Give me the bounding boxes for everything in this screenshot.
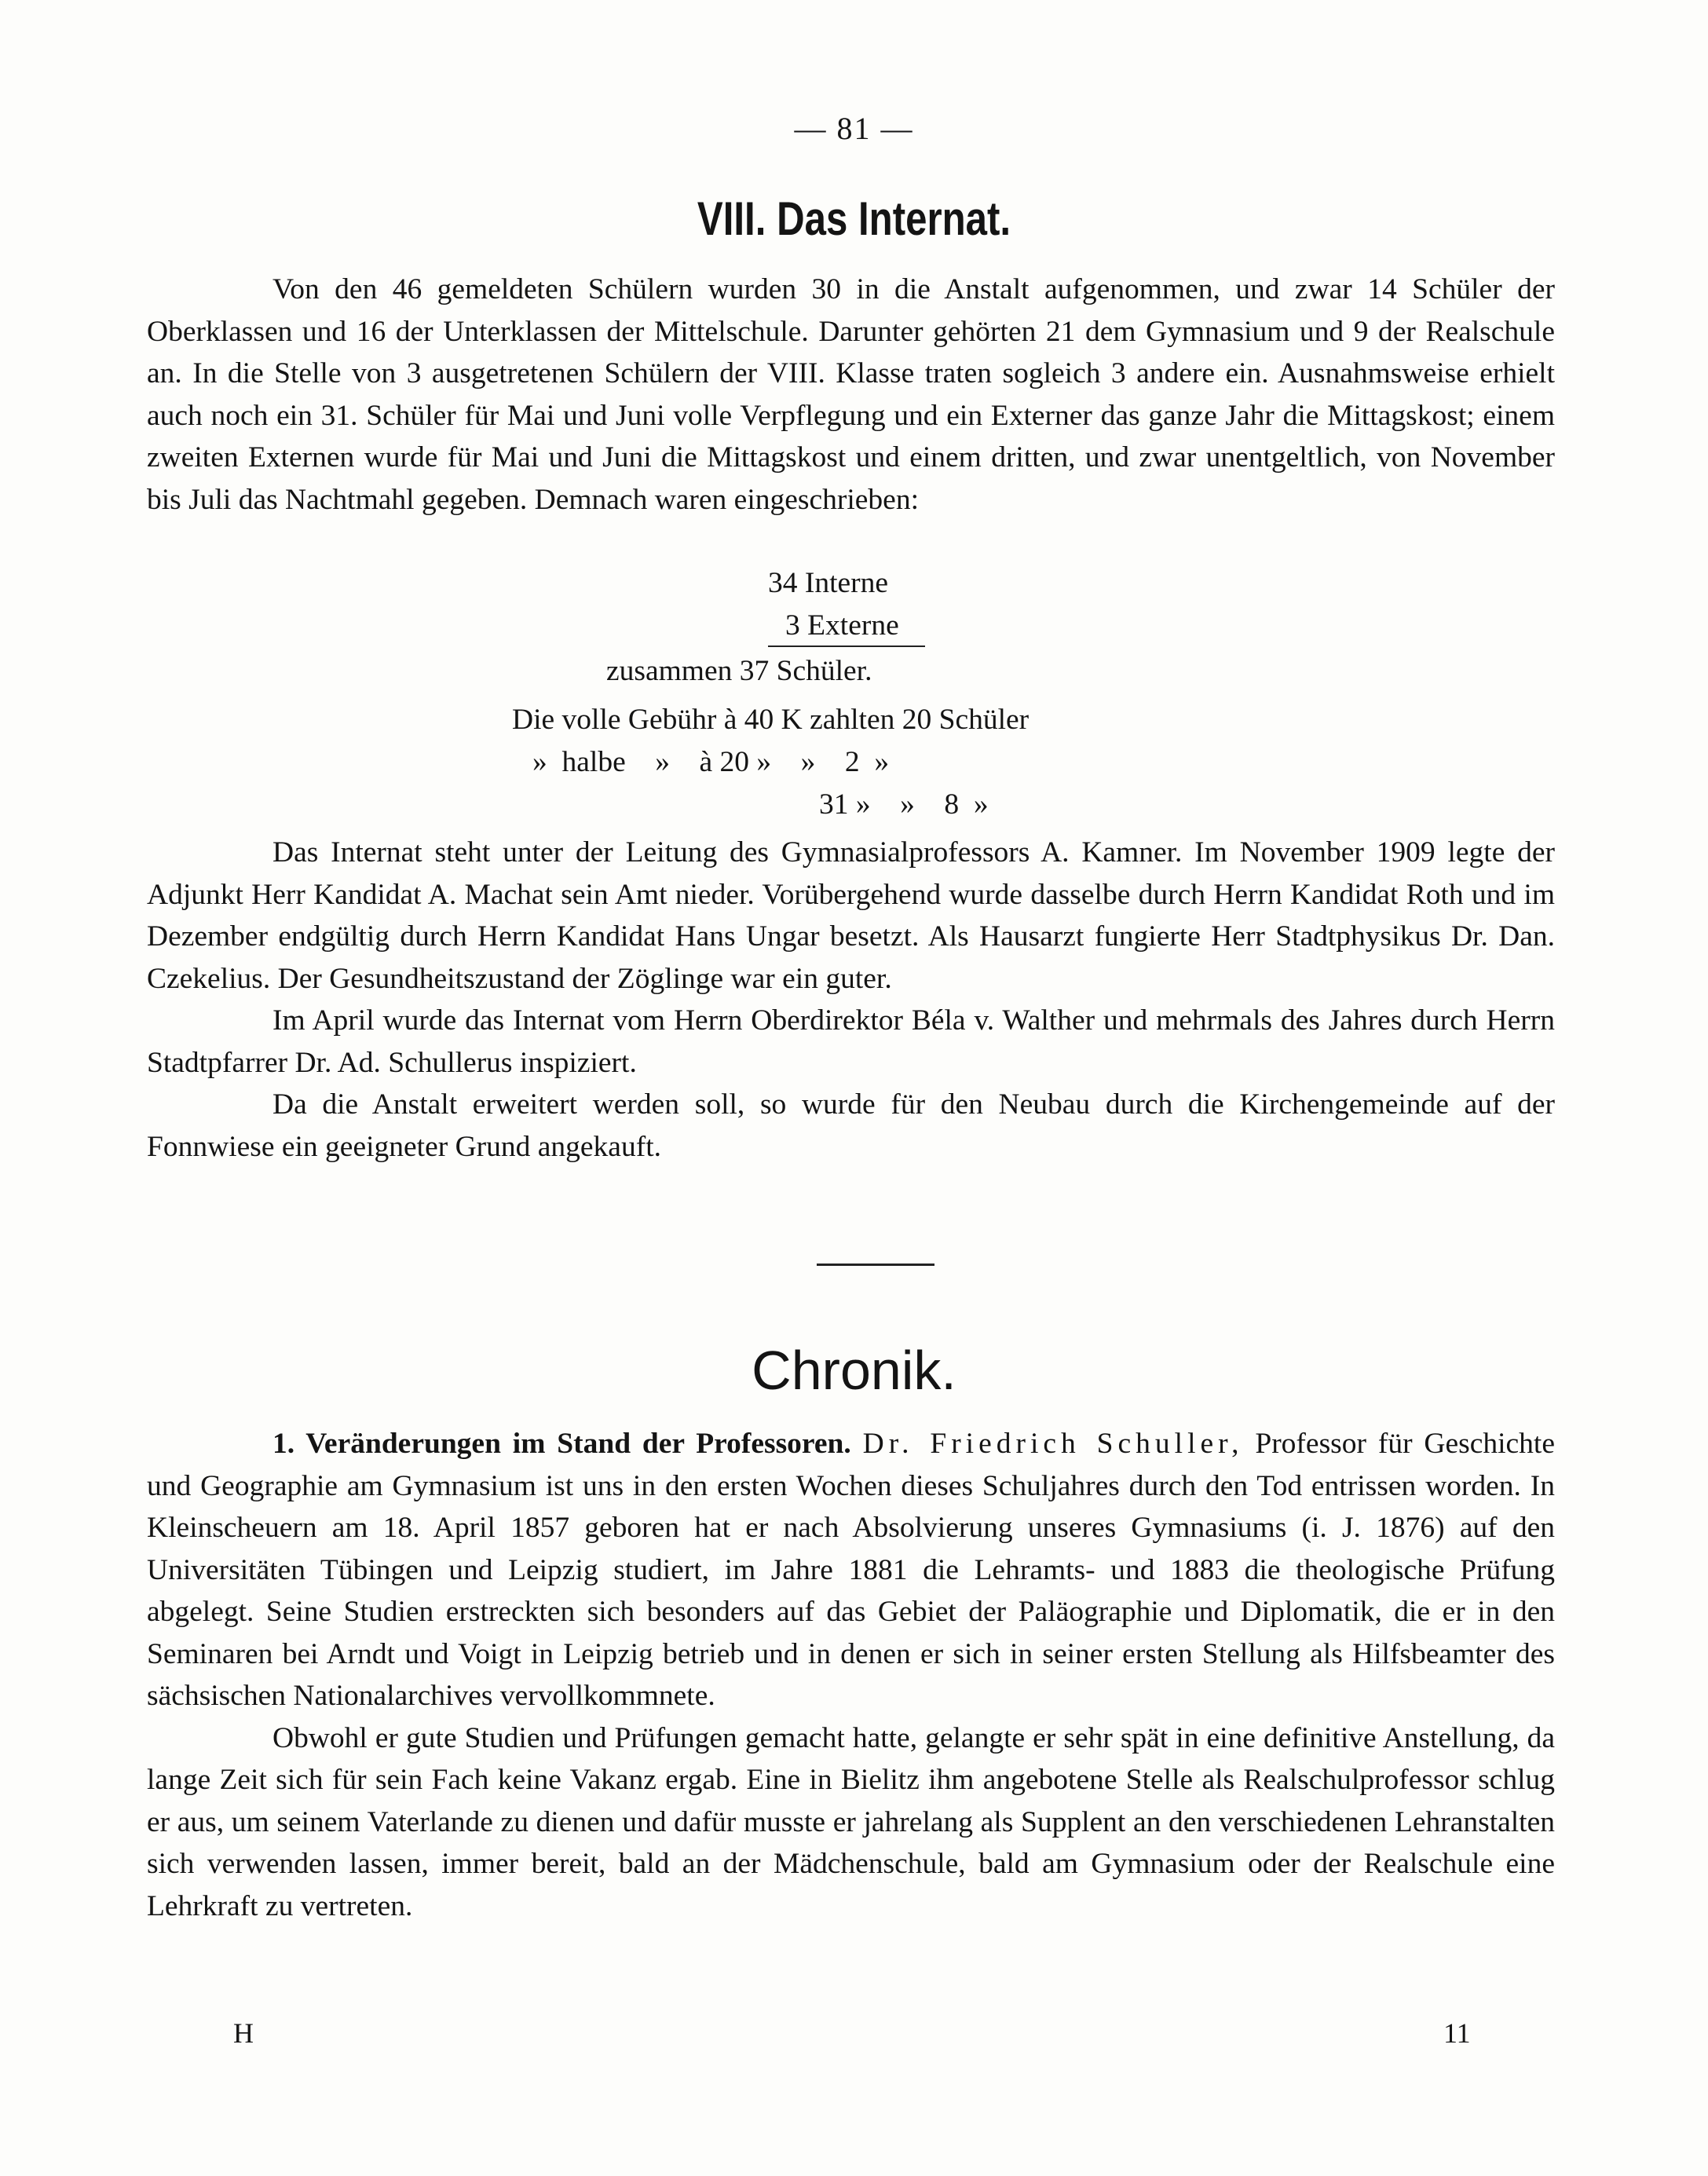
section-title: VIII. Das Internat.	[697, 192, 1011, 245]
leitung-paragraph-block	[147, 832, 1555, 1168]
leitung-paragraph: Das Internat steht unter der Leitung des Gymnasialprofessors A. Kamner. Im November 1909 legte der Adjunkt Herr Kandidat A. Machat sein Amt nieder. Vorübergehend wurde dasselbe durch Herrn Kandidat Roth und im Dezember endgültig durch Herrn Kandidat Hans Ungar besetzt. Als Hausarzt fungierte Herr Stadtphysikus Dr. Dan. Czekelius. Der Gesundheitszustand der Zöglinge war ein guter.	[147, 836, 1555, 995]
april-paragraph: Im April wurde das Internat vom Herrn Oberdirektor Béla v. Walther und mehrmals des Jahres durch Herrn Stadtpfarrer Dr. Ad. Schullerus inspiziert.	[147, 1004, 1555, 1079]
chronik-text-block	[147, 1423, 1555, 1927]
tally-interne: 34 Interne	[768, 567, 889, 599]
chronik-paragraph-1	[147, 1423, 1555, 1717]
section-divider	[817, 1264, 934, 1266]
fee-line-total: 31 » » 8 »	[819, 788, 989, 821]
sheet-number: 11	[1443, 2017, 1471, 2049]
chronik-person-name: Dr. Friedrich Schuller,	[862, 1428, 1244, 1460]
tally-externe: 3 Externe	[785, 609, 899, 642]
chronik-paragraph-2: Obwohl er gute Studien und Prüfungen gemacht hatte, gelangte er sehr spät in eine definitive Anstellung, da lange Zeit sich für sein Fach keine Vakanz ergab. Eine in Bielitz ihm angebotene Stelle als Realschulprofessor schlug er aus, um seinem Vaterlande zu dienen und dafür musste er jahrelang als Supplent an den verschiedenen Lehranstalten sich verwenden lassen, immer bereit, bald an der Mädchenschule, bald am Gymnasium oder der Realschule eine Lehrkraft zu vertreten.	[147, 1721, 1555, 1922]
internat-paragraph: Von den 46 gemeldeten Schülern wurden 30 in die Anstalt aufgenommen, und zwar 14 Schüler der Oberklassen und 16 der Unterklassen der Mittelschule. Darunter gehörten 21 dem Gymnasium und 9 der Realschule an. In die Stelle von 3 ausgetretenen Schülern der VIII. Klasse traten sogleich 3 andere ein. Ausnahmsweise erhielt auch noch ein 31. Schüler für Mai und Juni volle Verpflegung und ein Externer das ganze Jahr die Mittagskost; einem zweiten Externen wurde für Mai und Juni die Mittagskost und einem dritten, und zwar unentgeltlich, von November bis Juli das Nachtmahl gegeben. Demnach waren eingeschrieben:	[147, 273, 1555, 516]
chronik-paragraph-1-text: Professor für Geschichte und Geographie am Gymnasium ist uns in den ersten Wochen dieses Schuljahres durch den Tod entrissen worden. In Kleinscheuern am 18. April 1857 geboren hat er nach Absolvierung unseres Gymnasiums (i. J. 1876) auf den Universitäten Tübingen und Leipzig studiert, im Jahre 1881 die Lehramts- und 1883 die theologische Prüfung abgelegt. Seine Studien erstreckten sich besonders auf das Gebiet der Paläographie und Diplomatik, die er in den Seminaren bei Arndt und Voigt in Leipzig betrieb und in denen er sich in seiner ersten Stellung als Hilfsbeamter des sächsischen Nationalarchives vervollkommnete.	[147, 1428, 1555, 1712]
fee-line-half: » halbe » à 20 » » 2 »	[532, 746, 890, 778]
internat-paragraph-block	[147, 269, 1555, 521]
signature-mark: H	[233, 2017, 254, 2049]
fee-line-full: Die volle Gebühr à 40 K zahlten 20 Schüler	[512, 704, 1030, 736]
tally-sum-rule	[768, 645, 925, 647]
tally-total: zusammen 37 Schüler.	[606, 655, 872, 687]
page-number: — 81 —	[794, 111, 914, 146]
neubau-paragraph: Da die Anstalt erweitert werden soll, so wurde für den Neubau durch die Kirchengemeinde auf der Fonnwiese ein geeigneter Grund angekauft.	[147, 1088, 1555, 1163]
chronik-heading: 1. Veränderungen im Stand der Professoren.	[272, 1428, 851, 1460]
chronik-title: Chronik.	[752, 1340, 956, 1401]
